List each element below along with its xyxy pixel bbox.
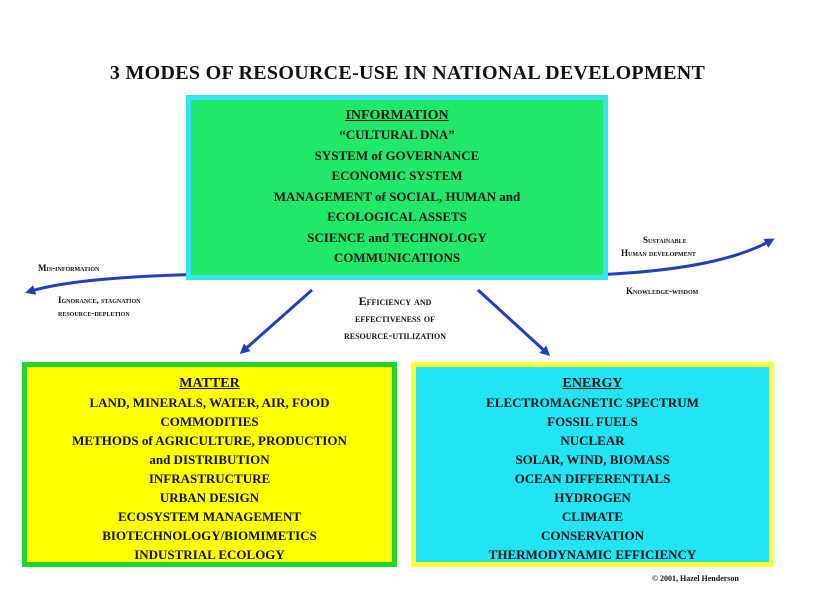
matter-line: INDUSTRIAL ECOLOGY [134,547,285,562]
energy-heading: ENERGY [562,376,623,391]
energy-line: CONSERVATION [540,528,645,543]
efficiency-label [300,293,490,344]
information-line: MANAGEMENT of SOCIAL, HUMAN and [273,188,521,204]
matter-line: INFRASTRUCTURE [148,471,271,486]
information-line: “CULTURAL DNA” [339,127,455,142]
energy-line: HYDROGEN [554,490,631,505]
information-line: ECOLOGICAL ASSETS [327,209,467,224]
information-line: SCIENCE and TECHNOLOGY [307,229,487,245]
efficiency-line: effectiveness of [355,311,435,325]
efficiency-line: resource-utilization [343,328,447,342]
knowledge-wisdom-label: Knowledge-wisdom [626,286,699,296]
information-line: COMMUNICATIONS [333,250,461,265]
energy-line: FOSSIL FUELS [547,414,638,429]
information-line: ECONOMIC SYSTEM [331,168,463,183]
energy-line: SOLAR, WIND, BIOMASS [515,452,670,467]
energy-line: ELECTROMAGNETIC SPECTRUM [486,395,699,410]
matter-line: COMMODITIES [160,414,259,429]
matter-line: LAND, MINERALS, WATER, AIR, FOOD [89,395,330,410]
ignorance-label: Ignorance, stagnation [58,295,141,305]
information-heading: INFORMATION [345,108,449,123]
energy-line: NUCLEAR [560,433,625,448]
efficiency-line: Efficiency and [358,294,432,308]
human-development-label: Human development [621,248,696,258]
energy-line: OCEAN DIFFERENTIALS [514,471,671,486]
copyright-note: © 2001, Hazel Henderson [652,574,739,583]
matter-line: METHODS of AGRICULTURE, PRODUCTION [72,433,347,448]
information-box [186,95,608,280]
energy-box [411,362,774,567]
depletion-label: resource-depletion [58,308,130,318]
sustainable-label: Sustainable [643,235,687,245]
matter-heading: MATTER [179,376,240,391]
matter-line: ECOSYSTEM MANAGEMENT [117,509,302,524]
diagram-title: 3 MODES OF RESOURCE-USE IN NATIONAL DEVELOPMENT [109,62,706,84]
matter-line: BIOTECHNOLOGY/BIOMIMETICS [102,528,317,543]
information-line: SYSTEM of GOVERNANCE [314,147,480,163]
energy-line: THERMODYNAMIC EFFICIENCY [488,547,697,562]
matter-line: URBAN DESIGN [159,490,260,505]
energy-line: CLIMATE [561,509,624,524]
matter-box [22,362,397,567]
matter-line: and DISTRIBUTION [149,452,270,467]
misinformation-label: Mis-information [38,263,100,273]
